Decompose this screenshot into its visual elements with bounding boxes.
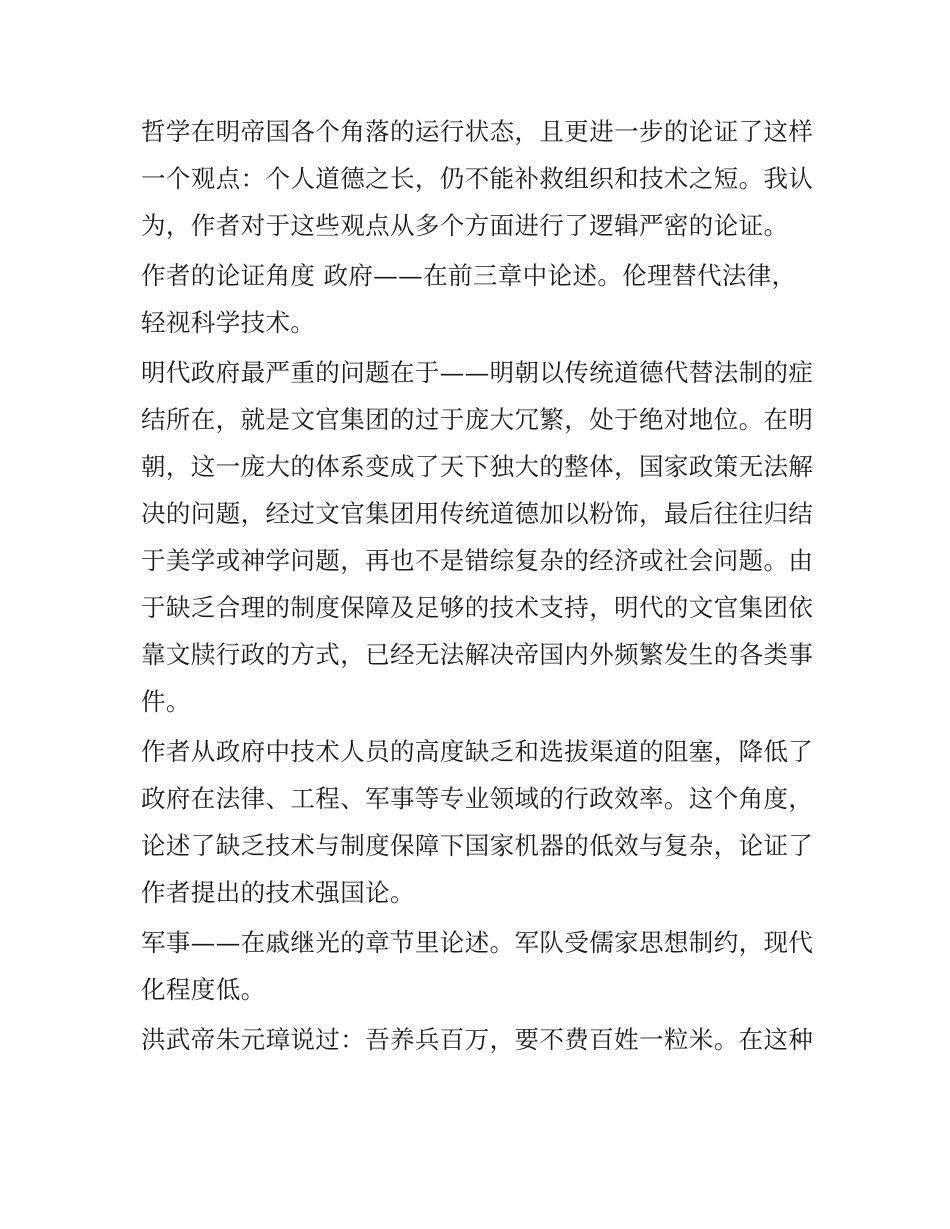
text-line: 军事——在戚继光的章节里论述。军队受儒家思想制约，现代 xyxy=(141,928,814,957)
text-line: 作者从政府中技术人员的高度缺乏和选拔渠道的阻塞，降低了 xyxy=(141,737,814,766)
text-line: 于缺乏合理的制度保障及足够的技术支持，明代的文官集团依 xyxy=(141,593,814,622)
body-text xyxy=(141,108,821,1063)
text-line: 为，作者对于这些观点从多个方面进行了逻辑严密的论证。 xyxy=(141,211,789,240)
paragraph-hongwu-quote xyxy=(141,1016,821,1063)
text-line: 作者提出的技术强国论。 xyxy=(141,878,415,907)
text-line: 决的问题，经过文官集团用传统道德加以粉饰，最后往往归结 xyxy=(141,499,814,528)
text-line: 哲学在明帝国各个角落的运行状态，且更进一步的论证了这样 xyxy=(141,117,814,146)
text-line: 于美学或神学问题，再也不是错综复杂的经济或社会问题。由 xyxy=(141,546,814,575)
text-line: 论述了缺乏技术与制度保障下国家机器的低效与复杂，论证了 xyxy=(141,831,814,860)
paragraph-philosophy-argument xyxy=(141,108,821,249)
text-line: 靠文牍行政的方式，已经无法解决帝国内外频繁发生的各类事 xyxy=(141,640,814,669)
paragraph-technical-personnel xyxy=(141,728,821,916)
text-line: 轻视科学技术。 xyxy=(141,308,316,337)
paragraph-military-angle xyxy=(141,919,821,1013)
text-line: 化程度低。 xyxy=(141,975,266,1004)
text-line: 结所在，就是文官集团的过于庞大冗繁，处于绝对地位。在明 xyxy=(141,405,814,434)
text-line: 一个观点：个人道德之长，仍不能补救组织和技术之短。我认 xyxy=(141,164,814,193)
paragraph-ming-government-problem xyxy=(141,349,821,725)
text-line: 作者的论证角度 政府——在前三章中论述。伦理替代法律， xyxy=(141,261,797,290)
text-line: 政府在法律、工程、军事等专业领域的行政效率。这个角度， xyxy=(141,784,814,813)
text-line: 明代政府最严重的问题在于——明朝以传统道德代替法制的症 xyxy=(141,358,814,387)
paragraph-government-angle xyxy=(141,252,821,346)
text-line: 洪武帝朱元璋说过：吾养兵百万，要不费百姓一粒米。在这种 xyxy=(141,1025,814,1054)
text-line: 朝，这一庞大的体系变成了天下独大的整体，国家政策无法解 xyxy=(141,452,814,481)
text-line: 件。 xyxy=(141,687,191,716)
